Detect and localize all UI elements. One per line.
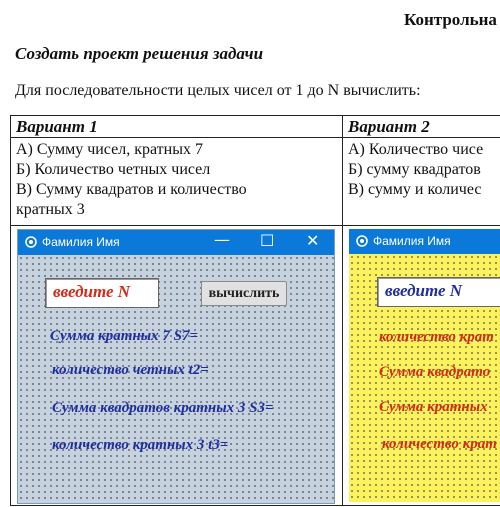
form-gear-icon xyxy=(355,234,369,248)
form2-client xyxy=(349,254,500,502)
variant1-header: Вариант 1 xyxy=(16,117,98,136)
variant2-item-a: А) Количество чисе xyxy=(348,141,484,158)
form2-label-2: Сумма квадрато xyxy=(379,364,491,380)
close-icon[interactable]: ✕ xyxy=(306,231,320,250)
variant1-item-a: А) Сумму чисел, кратных 7 xyxy=(16,141,203,158)
variant1-item-c: В) Сумму квадратов и количество xyxy=(16,181,247,198)
count-multiples-3-label: количество кратных 3 t3= xyxy=(52,437,229,453)
sum-multiples-7-label: Сумма кратных 7 S7= xyxy=(50,328,198,344)
form1-title: Фамилия Имя xyxy=(42,235,120,249)
calculate-button[interactable]: вычислить xyxy=(201,281,287,306)
n-input[interactable] xyxy=(45,278,159,308)
table-header-divider xyxy=(10,137,500,138)
variant2-item-b: Б) сумму квадратов xyxy=(348,161,481,178)
form2-window xyxy=(349,229,500,502)
n-input-2-text: введите N xyxy=(385,281,463,300)
n-input-2[interactable] xyxy=(377,277,500,307)
form2-title: Фамилия Имя xyxy=(373,234,451,248)
variant2-item-c: В) сумму и количес xyxy=(348,181,482,198)
minimize-icon[interactable]: — xyxy=(214,230,230,249)
table-border-bottom xyxy=(10,505,500,506)
form2-titlebar xyxy=(349,229,500,254)
variant1-item-c-cont: кратных 3 xyxy=(16,201,85,218)
table-column-divider xyxy=(342,115,343,506)
form1-titlebar xyxy=(18,230,334,255)
task-heading: Создать проект решения задачи xyxy=(15,44,264,63)
table-row-divider xyxy=(10,225,500,226)
sum-squares-3-label: Сумма квадратов кратных 3 S3= xyxy=(52,400,274,416)
form2-label-4: количество крат xyxy=(382,436,497,452)
task-text: Для последовательности целых чисел от 1 до N вычислить: xyxy=(15,82,421,99)
variant2-header: Вариант 2 xyxy=(348,117,430,136)
form2-label-3: Сумма кратных xyxy=(379,399,488,415)
form2-label-1: количество крат xyxy=(379,329,494,345)
form1-client xyxy=(18,255,334,503)
variant1-item-b: Б) Количество четных чисел xyxy=(16,161,211,178)
form1-window xyxy=(17,229,335,504)
document-title: Контрольна xyxy=(404,10,497,29)
n-input-text: введите N xyxy=(53,282,131,301)
count-even-label: количество четных t2= xyxy=(52,362,209,378)
table-border-top xyxy=(10,115,500,116)
table-border-left xyxy=(10,115,11,506)
maximize-icon[interactable]: ☐ xyxy=(260,231,275,250)
form-gear-icon xyxy=(24,235,38,249)
